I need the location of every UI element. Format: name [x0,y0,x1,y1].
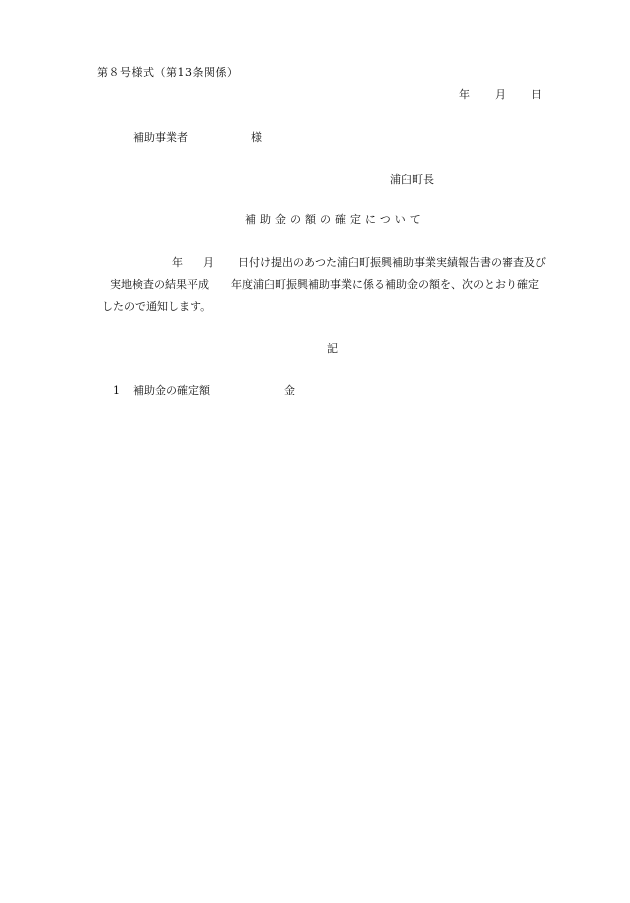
form-number: 第８号様式（第13条関係） [97,66,239,79]
addressee-honorific: 様 [251,131,262,144]
body-line-1-text: 日付け提出のあつた浦臼町振興補助事業実績報告書の審査及び [238,256,546,269]
body-line-2-text-b: 年度浦臼町振興補助事業に係る補助金の額を、次のとおり確定 [231,278,539,291]
date-month-label: 月 [495,88,506,101]
body-year-label: 年 [172,256,183,269]
body-line-2-text-a: 実地検査の結果平成 [110,278,209,291]
item-unit: 金 [284,384,295,397]
addressee-label: 補助事業者 [133,131,188,144]
body-month-label: 月 [203,256,214,269]
issuer-name: 浦臼町長 [390,173,434,186]
document-title: 補助金の額の確定について [245,213,425,226]
date-year-label: 年 [459,88,470,101]
item-label: 補助金の確定額 [133,384,210,397]
item-number: 1 [113,384,120,397]
body-line-3: したので通知します。 [102,300,212,313]
date-day-label: 日 [531,88,542,101]
body-line-2 [110,278,539,292]
ki-heading: 記 [327,342,338,355]
